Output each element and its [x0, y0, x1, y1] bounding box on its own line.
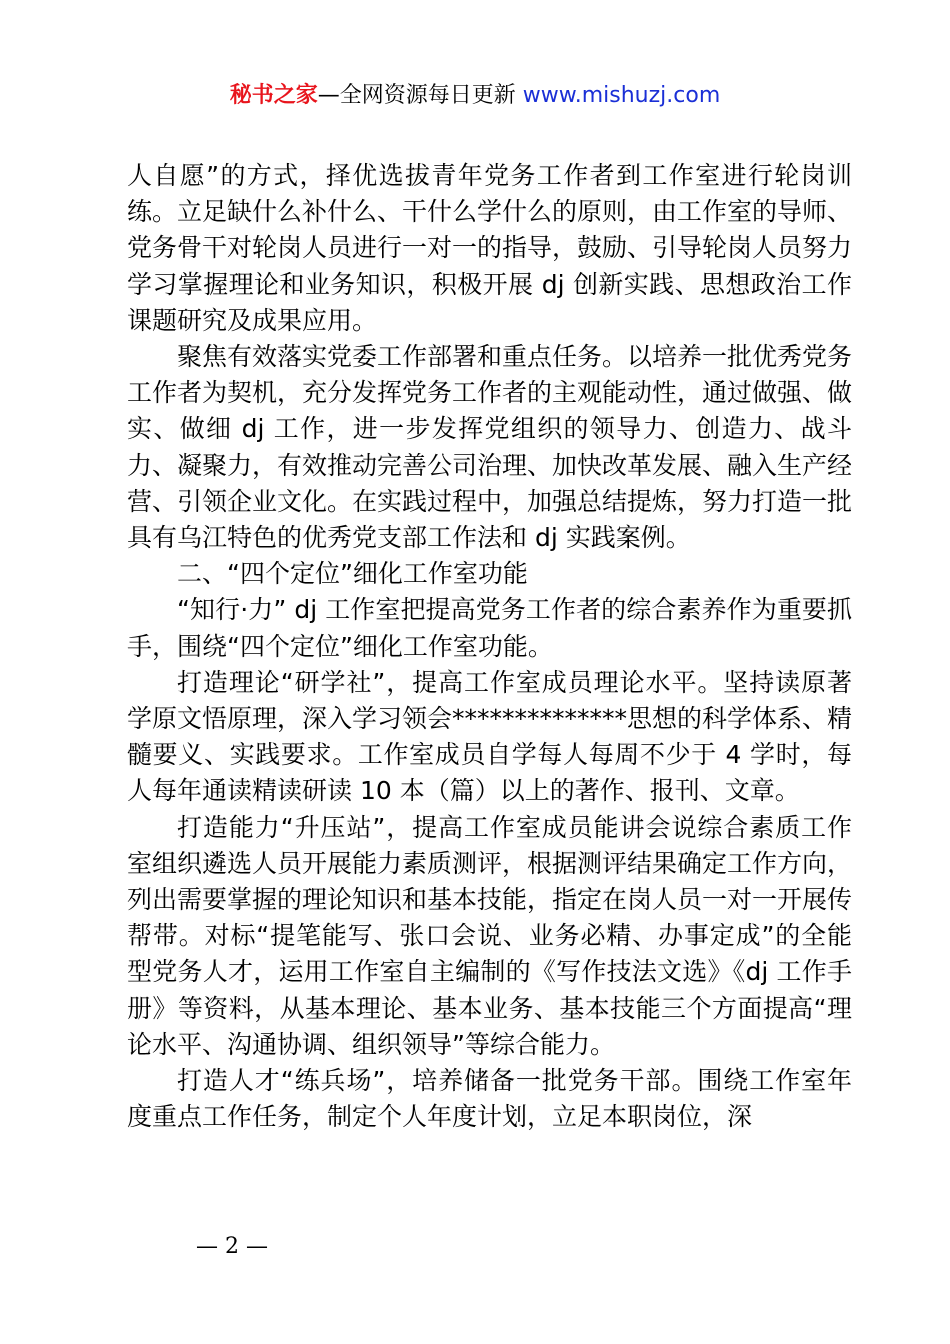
paragraph: 聚焦有效落实党委工作部署和重点任务。以培养一批优秀党务工作者为契机，充分发挥党务工作者的主观能动性，通过做强、做实、做细 dj 工作，进一步发挥党组织的领导力、创造力、战斗力、凝聚力，有效推动完善公司治理、加快改革发展、融入生产经营、引领企业文化。在实践过程中，加强总结提炼，努力打造一批具有乌江特色的优秀党支部工作法和 dj 实践案例。 — [127, 342, 853, 553]
page-header — [0, 78, 950, 114]
page-number: — 2 — — [196, 1234, 268, 1259]
site-brand: 秘书之家 — [229, 83, 318, 108]
section-heading: 二、“四个定位”细化工作室功能 — [177, 559, 528, 589]
site-url-link[interactable]: www.mishuzj.com — [522, 83, 721, 108]
site-tagline: —全网资源每日更新 — [317, 83, 523, 108]
paragraph-continuation: 人自愿”的方式，择优选拔青年党务工作者到工作室进行轮岗训练。立足缺什么补什么、干什么学什么的原则，由工作室的导师、党务骨干对轮岗人员进行一对一的指导，鼓励、引导轮岗人员努力学习掌握理论和业务知识，积极开展 dj 创新实践、思想政治工作课题研究及成果应用。 — [127, 161, 853, 335]
paragraph: “知行·力” dj 工作室把提高党务工作者的综合素养作为重要抓手，围绕“四个定位”细化工作室功能。 — [127, 595, 852, 661]
paragraph: 打造人才“练兵场”，培养储备一批党务干部。围绕工作室年度重点工作任务，制定个人年度计划，立足本职岗位，深 — [127, 1066, 852, 1132]
document-body — [127, 158, 852, 1135]
paragraph: 打造能力“升压站”，提高工作室成员能讲会说综合素质工作室组织遴选人员开展能力素质测评，根据测评结果确定工作方向，列出需要掌握的理论知识和基本技能，指定在岗人员一对一开展传帮带。对标“提笔能写、张口会说、业务必精、办事定成”的全能型党务人才，运用工作室自主编制的《写作技法文选》《dj 工作手册》等资料，从基本理论、基本业务、基本技能三个方面提高“理论水平、沟通协调、组织领导”等综合能力。 — [127, 812, 853, 1059]
paragraph: 打造理论“研学社”，提高工作室成员理论水平。坚持读原著学原文悟原理，深入学习领会**************思想的科学体系、精髓要义、实践要求。工作室成员自学每人每周不少于 4 学时，每人每年通读精读研读 10 本（篇）以上的著作、报刊、文章。 — [127, 667, 853, 806]
